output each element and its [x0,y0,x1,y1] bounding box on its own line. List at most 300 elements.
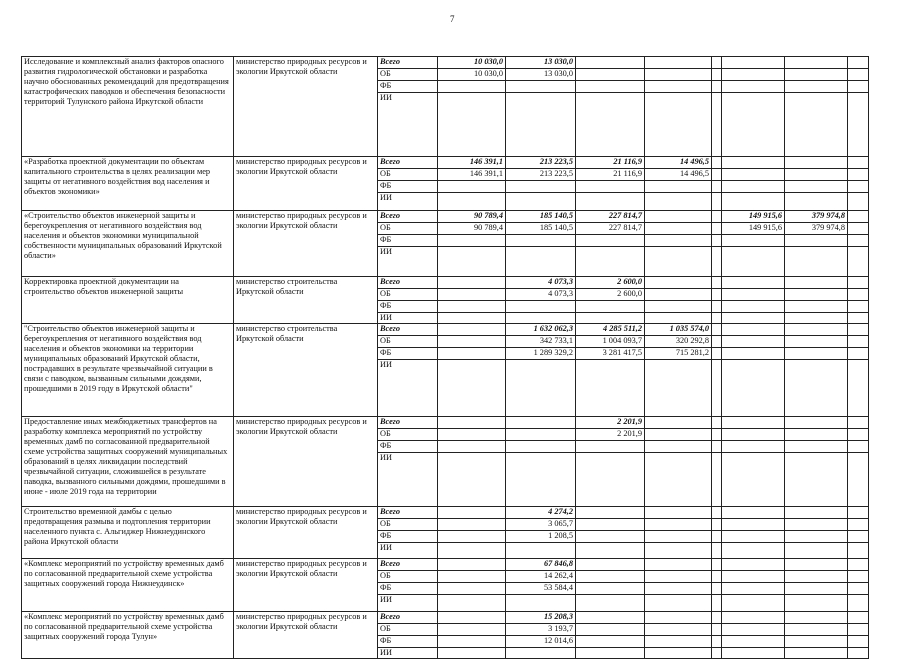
amount-cell [645,635,712,647]
amount-cell [722,169,785,181]
amount-cell [848,289,869,301]
amount-cell [785,647,848,658]
funding-source-cell: ИИ [378,542,438,558]
amount-cell [576,558,645,570]
amount-cell [848,223,869,235]
amount-cell [722,347,785,359]
amount-cell [722,247,785,277]
amount-cell [785,570,848,582]
amount-cell: 90 789,4 [438,211,506,223]
responsible-cell: министерство природных ресурсов и экологии Иркутской области [234,211,378,277]
responsible-cell: министерство строительства Иркутской области [234,277,378,324]
amount-cell [438,594,506,611]
amount-cell [438,193,506,211]
amount-cell [785,57,848,69]
amount-cell [576,440,645,452]
funding-source-cell: ОБ [378,223,438,235]
amount-cell [785,81,848,93]
amount-cell [722,69,785,81]
amount-cell [712,277,722,289]
responsible-cell: министерство природных ресурсов и экологии Иркутской области [234,506,378,558]
responsible-cell: министерство природных ресурсов и экологии Иркутской области [234,57,378,157]
amount-cell [438,542,506,558]
amount-cell [848,530,869,542]
table-row [22,57,869,69]
amount-cell [645,359,712,416]
amount-cell [848,247,869,277]
amount-cell [722,359,785,416]
amount-cell: 146 391,1 [438,157,506,169]
amount-cell: 1 208,5 [506,530,576,542]
amount-cell: 3 193,7 [506,623,576,635]
amount-cell [785,518,848,530]
amount-cell [848,277,869,289]
amount-cell [722,452,785,506]
amount-cell [785,452,848,506]
amount-cell [645,558,712,570]
amount-cell [722,313,785,324]
amount-cell [722,235,785,247]
amount-cell: 4 274,2 [506,506,576,518]
amount-cell [438,81,506,93]
amount-cell [576,582,645,594]
amount-cell [722,157,785,169]
amount-cell [438,582,506,594]
amount-cell [645,193,712,211]
amount-cell [722,647,785,658]
funding-source-cell: ОБ [378,623,438,635]
amount-cell [722,635,785,647]
amount-cell [712,530,722,542]
amount-cell [848,301,869,313]
amount-cell [576,57,645,69]
amount-cell: 15 208,3 [506,611,576,623]
amount-cell [848,169,869,181]
amount-cell [712,347,722,359]
page-number: 7 [450,14,455,24]
funding-source-cell: ИИ [378,313,438,324]
amount-cell [712,623,722,635]
amount-cell [848,335,869,347]
amount-cell [785,611,848,623]
amount-cell [576,506,645,518]
funding-source-cell: ОБ [378,428,438,440]
amount-cell [645,211,712,223]
amount-cell [438,181,506,193]
amount-cell: 13 030,0 [506,69,576,81]
amount-cell [576,313,645,324]
amount-cell [712,635,722,647]
amount-cell [438,235,506,247]
amount-cell [645,313,712,324]
amount-cell [722,570,785,582]
amount-cell: 21 116,9 [576,169,645,181]
amount-cell [848,181,869,193]
amount-cell [576,193,645,211]
funding-source-cell: Всего [378,558,438,570]
amount-cell [848,211,869,223]
funding-source-cell: Всего [378,611,438,623]
amount-cell [438,647,506,658]
amount-cell [506,193,576,211]
amount-cell [722,440,785,452]
amount-cell [785,582,848,594]
amount-cell [722,542,785,558]
funding-source-cell: ИИ [378,247,438,277]
table-row [22,416,869,428]
funding-source-cell: ОБ [378,69,438,81]
amount-cell [785,181,848,193]
amount-cell [722,611,785,623]
amount-cell: 149 915,6 [722,223,785,235]
amount-cell [712,440,722,452]
amount-cell [785,313,848,324]
amount-cell [438,623,506,635]
amount-cell [645,530,712,542]
amount-cell [722,289,785,301]
amount-cell [576,647,645,658]
amount-cell [785,623,848,635]
amount-cell [645,570,712,582]
amount-cell [506,428,576,440]
funding-source-cell: Всего [378,506,438,518]
amount-cell [438,247,506,277]
amount-cell [576,93,645,157]
amount-cell [645,440,712,452]
amount-cell [506,440,576,452]
event-name-cell: Предоставление иных межбюджетных трансфертов на разработку комплекса мероприятий по устройству временных дамб по согласованной предварительной схеме устройства защитных сооружений муниципальных образований в целях ликвидации последствий чрезвычайной ситуации, сложившейся в результате паводка, вызванного сильными дождями, прошедшими в июне - июле 2019 года на территории [22,416,234,506]
amount-cell [712,247,722,277]
amount-cell [576,594,645,611]
funding-source-cell: ФБ [378,530,438,542]
amount-cell [645,506,712,518]
funding-source-cell: ИИ [378,359,438,416]
amount-cell [722,416,785,428]
amount-cell [785,594,848,611]
amount-cell [722,81,785,93]
amount-cell [506,647,576,658]
amount-cell [712,570,722,582]
funding-source-cell: ИИ [378,452,438,506]
amount-cell [712,93,722,157]
funding-source-cell: ИИ [378,93,438,157]
amount-cell [848,506,869,518]
amount-cell [848,428,869,440]
amount-cell [722,301,785,313]
amount-cell: 10 030,0 [438,69,506,81]
amount-cell [576,235,645,247]
funding-source-cell: ОБ [378,335,438,347]
amount-cell [722,323,785,335]
amount-cell [785,530,848,542]
amount-cell [506,359,576,416]
amount-cell [785,335,848,347]
amount-cell [848,647,869,658]
amount-cell [645,301,712,313]
amount-cell [848,69,869,81]
amount-cell [576,611,645,623]
amount-cell [645,611,712,623]
funding-source-cell: ФБ [378,181,438,193]
event-name-cell: "Строительство объектов инженерной защиты и берегоукрепления от негативного воздействия вод населения и объектов экономики на территории муниципальных образований Иркутской области, пострадавших в результате чрезвычайной ситуации в связи с паводком, вызванным сильными дождями, прошедшими в 2019 году в Иркутской области" [22,323,234,416]
amount-cell [438,359,506,416]
amount-cell: 3 281 417,5 [576,347,645,359]
amount-cell: 213 223,5 [506,169,576,181]
amount-cell [438,440,506,452]
amount-cell [848,542,869,558]
amount-cell [785,69,848,81]
amount-cell [785,323,848,335]
amount-cell [712,193,722,211]
amount-cell: 379 974,8 [785,223,848,235]
amount-cell [722,57,785,69]
amount-cell: 1 289 329,2 [506,347,576,359]
event-name-cell: «Комплекс мероприятий по устройству временных дамб по согласованной предварительной схеме устройства защитных сооружений города Нижнеудинск» [22,558,234,611]
amount-cell [576,452,645,506]
amount-cell [785,542,848,558]
amount-cell [438,452,506,506]
amount-cell: 227 814,7 [576,211,645,223]
amount-cell [712,81,722,93]
amount-cell [712,542,722,558]
funding-source-cell: ФБ [378,235,438,247]
amount-cell [438,530,506,542]
amount-cell: 149 915,6 [722,211,785,223]
amount-cell [722,428,785,440]
amount-cell [438,416,506,428]
funding-source-cell: Всего [378,277,438,289]
amount-cell [576,530,645,542]
amount-cell [848,582,869,594]
event-name-cell: «Строительство объектов инженерной защиты и берегоукрепления от негативного воздействия вод населения и объектов экономики муниципальной собственности муниципальных образований Иркутской области» [22,211,234,277]
amount-cell [712,169,722,181]
funding-source-cell: ФБ [378,301,438,313]
funding-source-cell: ИИ [378,647,438,658]
amount-cell: 90 789,4 [438,223,506,235]
amount-cell [576,623,645,635]
amount-cell: 1 004 093,7 [576,335,645,347]
responsible-cell: министерство природных ресурсов и экологии Иркутской области [234,416,378,506]
amount-cell [848,359,869,416]
funding-source-cell: ИИ [378,594,438,611]
event-name-cell: «Разработка проектной документации по объектам капитального строительства в целях реализации мер защиты от негативного воздействия вод населения и объектов экономики» [22,157,234,211]
amount-cell [848,623,869,635]
amount-cell [506,247,576,277]
event-name-cell: Строительство временной дамбы с целью предотвращения размыва и подтопления территории населенного пункта с. Альгиджер Нижнеудинского района Иркутской области [22,506,234,558]
responsible-cell: министерство строительства Иркутской области [234,323,378,416]
funding-source-cell: Всего [378,57,438,69]
amount-cell [506,93,576,157]
amount-cell: 2 600,0 [576,289,645,301]
amount-cell: 4 285 511,2 [576,323,645,335]
amount-cell [438,611,506,623]
amount-cell [785,277,848,289]
amount-cell: 185 140,5 [506,211,576,223]
table-row [22,277,869,289]
amount-cell [722,181,785,193]
amount-cell: 1 035 574,0 [645,323,712,335]
funding-source-cell: ФБ [378,582,438,594]
amount-cell [576,570,645,582]
amount-cell [722,518,785,530]
amount-cell [645,57,712,69]
amount-cell [645,594,712,611]
funding-source-cell: ОБ [378,518,438,530]
amount-cell [785,428,848,440]
amount-cell [848,323,869,335]
funding-source-cell: ОБ [378,570,438,582]
amount-cell [506,301,576,313]
amount-cell [785,506,848,518]
amount-cell [645,582,712,594]
amount-cell [785,235,848,247]
table-row [22,611,869,623]
amount-cell [712,57,722,69]
amount-cell: 13 030,0 [506,57,576,69]
funding-source-cell: Всего [378,416,438,428]
amount-cell [438,277,506,289]
amount-cell: 185 140,5 [506,223,576,235]
amount-cell [848,93,869,157]
amount-cell [785,440,848,452]
amount-cell [576,301,645,313]
amount-cell [722,277,785,289]
amount-cell: 715 281,2 [645,347,712,359]
amount-cell [438,558,506,570]
amount-cell [576,518,645,530]
amount-cell [848,235,869,247]
amount-cell [712,211,722,223]
responsible-cell: министерство природных ресурсов и экологии Иркутской области [234,611,378,658]
amount-cell [785,416,848,428]
amount-cell [712,289,722,301]
amount-cell [848,157,869,169]
amount-cell [438,289,506,301]
amount-cell [506,542,576,558]
amount-cell [712,223,722,235]
amount-cell: 379 974,8 [785,211,848,223]
amount-cell [712,235,722,247]
table-row [22,506,869,518]
amount-cell: 21 116,9 [576,157,645,169]
amount-cell: 320 292,8 [645,335,712,347]
amount-cell [576,635,645,647]
amount-cell [712,157,722,169]
amount-cell [722,623,785,635]
amount-cell [645,518,712,530]
amount-cell [712,181,722,193]
amount-cell [712,582,722,594]
responsible-cell: министерство природных ресурсов и экологии Иркутской области [234,558,378,611]
amount-cell [645,289,712,301]
amount-cell [722,558,785,570]
amount-cell [848,57,869,69]
amount-cell [438,313,506,324]
amount-cell [438,570,506,582]
amount-cell [722,193,785,211]
amount-cell: 4 073,3 [506,289,576,301]
amount-cell: 14 262,4 [506,570,576,582]
event-name-cell: Исследование и комплексный анализ факторов опасного развития гидрологической обстановки и разработка научно обоснованных рекомендаций для предотвращения катастрофических паводков и обеспечения безопасности территорий Тулунского района Иркутской области [22,57,234,157]
amount-cell [712,506,722,518]
amount-cell [722,582,785,594]
amount-cell: 1 632 062,3 [506,323,576,335]
amount-cell [712,518,722,530]
amount-cell [576,81,645,93]
amount-cell [848,193,869,211]
amount-cell [506,235,576,247]
amount-cell [576,181,645,193]
amount-cell [438,506,506,518]
amount-cell [785,193,848,211]
amount-cell: 53 584,4 [506,582,576,594]
event-name-cell: «Комплекс мероприятий по устройству временных дамб по согласованной предварительной схеме устройства защитных сооружений города Тулун» [22,611,234,658]
funding-source-cell: ИИ [378,193,438,211]
amount-cell [722,530,785,542]
amount-cell [576,359,645,416]
amount-cell [645,623,712,635]
funding-source-cell: ОБ [378,169,438,181]
amount-cell [438,428,506,440]
amount-cell [506,416,576,428]
amount-cell [645,247,712,277]
amount-cell: 3 065,7 [506,518,576,530]
amount-cell [645,542,712,558]
amount-cell [785,347,848,359]
amount-cell: 2 201,9 [576,428,645,440]
amount-cell [645,81,712,93]
amount-cell [438,635,506,647]
amount-cell [848,81,869,93]
amount-cell [785,93,848,157]
amount-cell [438,335,506,347]
amount-cell [506,81,576,93]
amount-cell: 12 014,6 [506,635,576,647]
amount-cell [785,558,848,570]
amount-cell [712,416,722,428]
amount-cell [576,542,645,558]
amount-cell: 67 846,8 [506,558,576,570]
amount-cell [848,440,869,452]
amount-cell [645,416,712,428]
amount-cell [785,359,848,416]
funding-source-cell: Всего [378,323,438,335]
amount-cell: 14 496,5 [645,169,712,181]
amount-cell [848,594,869,611]
table-body [22,57,869,659]
amount-cell [848,452,869,506]
amount-cell [785,169,848,181]
amount-cell [712,558,722,570]
amount-cell [438,323,506,335]
amount-cell: 146 391,1 [438,169,506,181]
amount-cell [712,301,722,313]
amount-cell [438,518,506,530]
amount-cell [438,347,506,359]
funding-source-cell: ФБ [378,635,438,647]
table-row [22,211,869,223]
amount-cell: 213 223,5 [506,157,576,169]
amount-cell [645,452,712,506]
budget-table [21,56,869,659]
amount-cell [848,611,869,623]
amount-cell: 10 030,0 [438,57,506,69]
amount-cell [645,277,712,289]
funding-source-cell: Всего [378,211,438,223]
amount-cell [712,647,722,658]
amount-cell [506,594,576,611]
amount-cell [712,359,722,416]
